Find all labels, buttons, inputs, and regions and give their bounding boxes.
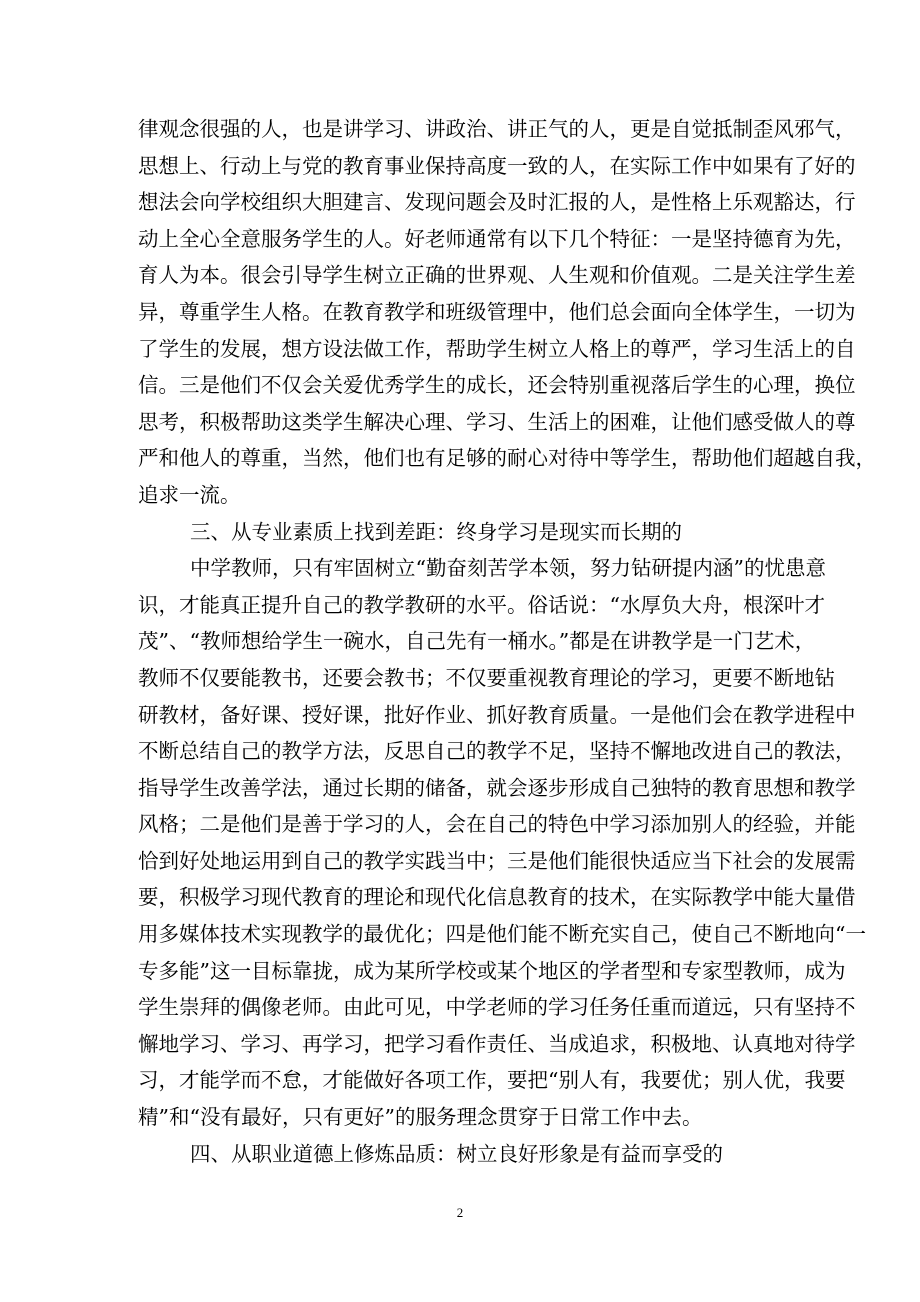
text-line: 动上全心全意服务学生的人。好老师通常有以下几个特征：一是坚持德育为先， xyxy=(138,226,856,251)
text-line: 习，才能学而不怠，才能做好各项工作，要把“别人有，我要优；别人优，我要 xyxy=(138,1068,846,1093)
document-body xyxy=(138,111,876,1172)
text-line: 思考，积极帮助这类学生解决心理、学习、生活上的困难，让他们感受做人的尊 xyxy=(138,409,856,434)
text-line: 识，才能真正提升自己的教学教研的水平。俗话说：“水厚负大舟，根深叶才 xyxy=(138,592,825,617)
text-line: 恰到好处地运用到自己的教学实践当中；三是他们能很快适应当下社会的发展需 xyxy=(138,848,856,873)
text-line: 用多媒体技术实现教学的最优化；四是他们能不断充实自己，使自己不断地向“一 xyxy=(138,922,866,947)
text-line: 了学生的发展，想方设法做工作，帮助学生树立人格上的尊严，学习生活上的自 xyxy=(138,336,856,361)
section-heading-3: 三、从专业素质上找到差距：终身学习是现实而长期的 xyxy=(190,519,682,544)
text-line: 律观念很强的人，也是讲学习、讲政治、讲正气的人，更是自觉抵制歪风邪气， xyxy=(138,117,856,141)
text-line: 思想上、行动上与党的教育事业保持高度一致的人，在实际工作中如果有了好的 xyxy=(138,153,856,178)
text-line: 严和他人的尊重，当然，他们也有足够的耐心对待中等学生，帮助他们超越自我， xyxy=(138,446,876,471)
text-line: 风格；二是他们是善于学习的人，会在自己的特色中学习添加别人的经验，并能 xyxy=(138,812,856,837)
text-line: 懈地学习、学习、再学习，把学习看作责任、当成追求，积极地、认真地对待学 xyxy=(138,1031,856,1056)
text-line: 茂”、“教师想给学生一碗水，自己先有一桶水。”都是在讲教学是一门艺术， xyxy=(138,629,816,654)
page-number: 2 xyxy=(456,1205,464,1220)
text-line: 要，积极学习现代教育的理论和现代化信息教育的技术，在实际教学中能大量借 xyxy=(138,885,856,910)
text-line: 研教材，备好课、授好课，批好作业、抓好教育质量。一是他们会在教学进程中 xyxy=(138,702,856,727)
section-heading-4: 四、从职业道德上修炼品质：树立良好形象是有益而享受的 xyxy=(190,1141,723,1166)
text-line: 学生崇拜的偶像老师。由此可见，中学老师的学习任务任重而道远，只有坚持不 xyxy=(138,995,856,1020)
text-line: 追求一流。 xyxy=(138,482,241,507)
text-line: 教师不仅要能教书，还要会教书；不仅要重视教育理论的学习，更要不断地钻 xyxy=(138,665,835,690)
text-line: 精”和“没有最好，只有更好”的服务理念贯穿于日常工作中去。 xyxy=(138,1105,703,1130)
text-line: 指导学生改善学法，通过长期的储备，就会逐步形成自己独特的教育思想和教学 xyxy=(138,775,856,800)
text-line: 育人为本。很会引导学生树立正确的世界观、人生观和价值观。二是关注学生差 xyxy=(138,263,856,288)
text-line: 异，尊重学生人格。在教育教学和班级管理中，他们总会面向全体学生，一切为 xyxy=(138,299,856,324)
paragraph-first-line: 中学教师，只有牢固树立“勤奋刻苦学本领，努力钻研提内涵”的忧患意 xyxy=(190,556,826,581)
text-line: 不断总结自己的教学方法，反思自己的教学不足，坚持不懈地改进自己的教法， xyxy=(138,739,856,764)
text-line: 信。三是他们不仅会关爱优秀学生的成长，还会特别重视落后学生的心理，换位 xyxy=(138,373,856,398)
text-line: 专多能”这一目标靠拢，成为某所学校或某个地区的学者型和专家型教师，成为 xyxy=(138,958,846,983)
text-line: 想法会向学校组织大胆建言、发现问题会及时汇报的人，是性格上乐观豁达，行 xyxy=(138,190,856,215)
